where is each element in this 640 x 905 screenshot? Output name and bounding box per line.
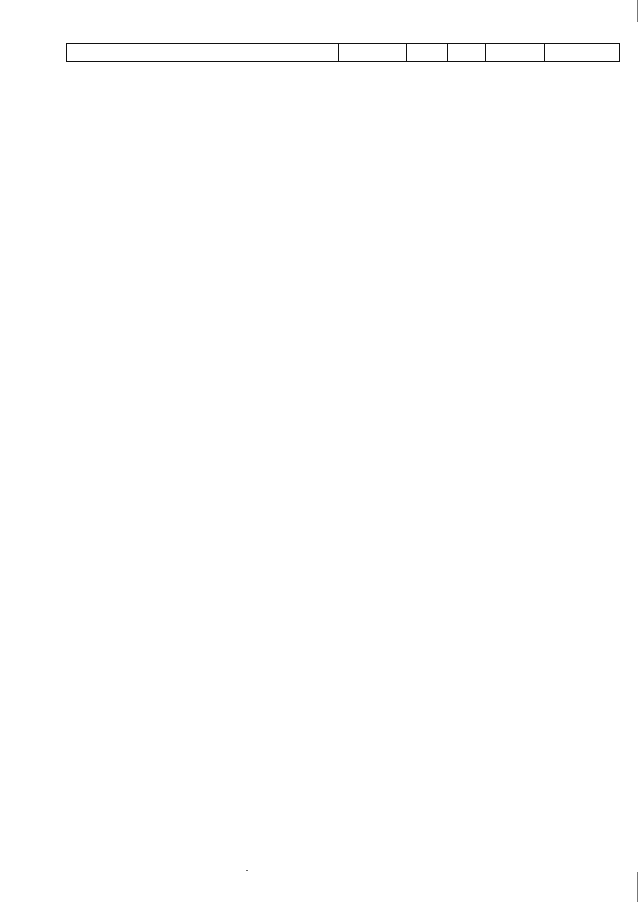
header-col-4 <box>447 44 485 61</box>
header-col-6 <box>544 44 620 61</box>
header-col-5 <box>485 44 544 61</box>
header-col-1 <box>66 44 338 61</box>
header-col-2 <box>338 44 406 61</box>
page-speck <box>246 870 248 871</box>
header-col-3 <box>406 44 447 61</box>
edge-mark-bottom <box>637 872 638 902</box>
edge-mark-top <box>637 0 638 22</box>
table-header <box>66 43 620 62</box>
